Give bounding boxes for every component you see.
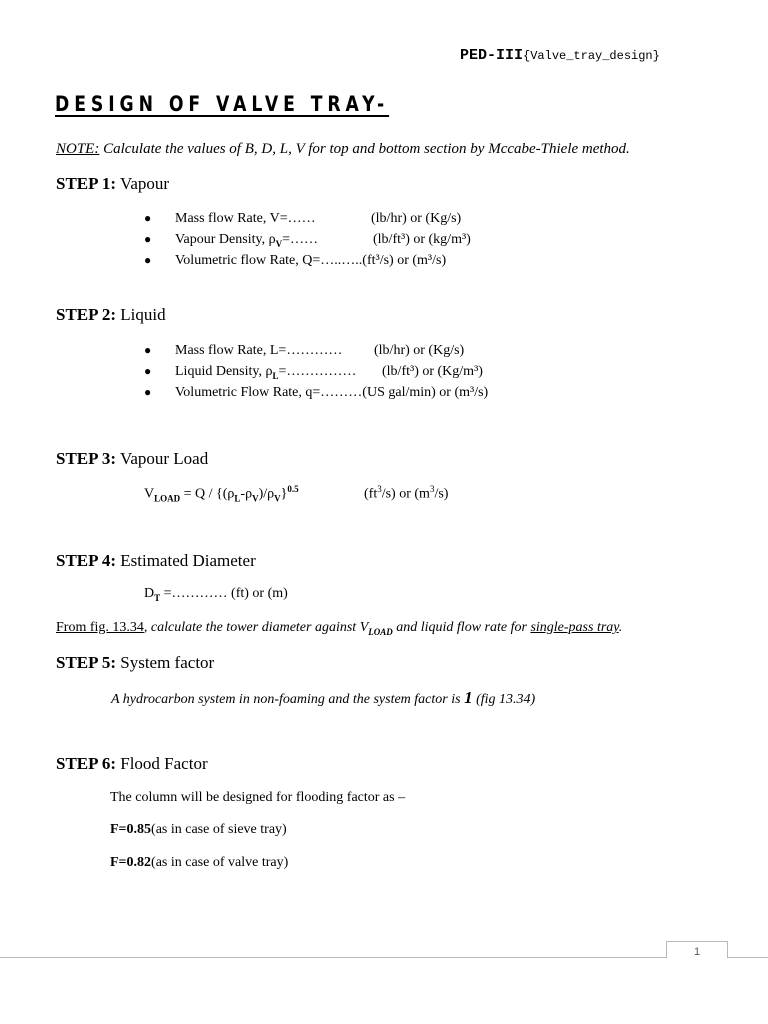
bullet-icon: ●	[144, 385, 152, 399]
sieve-tray-factor: F=0.85(as in case of sieve tray)	[110, 822, 287, 837]
step5-label: STEP 5:	[56, 653, 116, 672]
footer-rule	[0, 957, 768, 958]
flood-intro: The column will be designed for flooding factor as –	[110, 790, 406, 805]
step6-name: Flood Factor	[116, 754, 208, 773]
step4-name: Estimated Diameter	[116, 551, 256, 570]
vapour-load-unit: $(ft^3/s)$ or $(m^3/s)$	[364, 484, 449, 502]
page-title: DESIGN OF VALVE TRAY-	[55, 92, 390, 116]
step2-heading	[56, 305, 166, 325]
page-number: 1	[666, 941, 728, 958]
step4-heading	[56, 551, 256, 571]
header-code: PED-III	[460, 47, 524, 64]
document-header	[460, 46, 660, 64]
system-factor-text: A hydrocarbon system in non-foaming and the system factor is 1 (fig 13.34)	[111, 688, 536, 707]
step6-heading	[56, 754, 208, 774]
item-unit: (lb/hr) or (Kg/s)	[371, 211, 462, 226]
fig-ref: From fig. 13.34	[56, 620, 144, 635]
bullet-icon: ●	[144, 364, 152, 378]
item-text: Mass flow Rate, L=…………	[175, 343, 343, 358]
valve-tray-factor: F=0.82(as in case of valve tray)	[110, 855, 289, 870]
bullet-icon: ●	[144, 232, 152, 246]
step5-name: System factor	[116, 653, 215, 672]
bullet-icon: ●	[144, 211, 152, 225]
step3-heading	[56, 449, 208, 469]
item-text: Volumetric flow Rate, Q=…..…..(ft³/s) or (m³/s)	[175, 253, 447, 268]
vapour-load-formula: $V_{LOAD} = Q / \{(\rho_L-\rho_V)/\rho_V\}^{0.5}$	[144, 484, 299, 504]
step5-heading	[56, 653, 214, 673]
diameter-formula: $D_T$ =………… (ft) or (m)	[144, 586, 288, 603]
fig-note: From fig. 13.34, calculate the tower diameter against $V_{LOAD}$ and liquid flow rate for single-pass tray.	[56, 620, 623, 637]
item-text: Liquid Density, $\rho_L=\dots\dots\dots\dots\dots$	[175, 364, 357, 381]
step2-name: Liquid	[116, 305, 166, 324]
step1-heading	[56, 174, 169, 194]
header-subtitle: {Valve_tray_design}	[523, 49, 660, 63]
item-text: Mass flow Rate, V=……	[175, 211, 316, 226]
note	[56, 141, 630, 158]
step1-label: STEP 1:	[56, 174, 116, 193]
step1-name: Vapour	[116, 174, 170, 193]
bullet-icon: ●	[144, 343, 152, 357]
item-unit: (lb/hr) or (Kg/s)	[374, 343, 465, 358]
step3-name: Vapour Load	[116, 449, 209, 468]
system-factor-value: 1	[464, 688, 473, 707]
item-text: Vapour Density, $\rho_V=\dots\dots$	[175, 232, 318, 249]
step6-label: STEP 6:	[56, 754, 116, 773]
step3-label: STEP 3:	[56, 449, 116, 468]
step4-label: STEP 4:	[56, 551, 116, 570]
step2-label: STEP 2:	[56, 305, 116, 324]
item-unit: (lb/ft³) or (kg/m³)	[373, 232, 471, 247]
note-text: Calculate the values of B, D, L, V for top and bottom section by Mccabe-Thiele method.	[99, 141, 630, 157]
note-label: NOTE:	[56, 141, 100, 157]
item-text: Volumetric Flow Rate, q=………(US gal/min) or (m³/s)	[175, 385, 489, 400]
bullet-icon: ●	[144, 253, 152, 267]
item-unit: (lb/ft³) or (Kg/m³)	[382, 364, 483, 379]
